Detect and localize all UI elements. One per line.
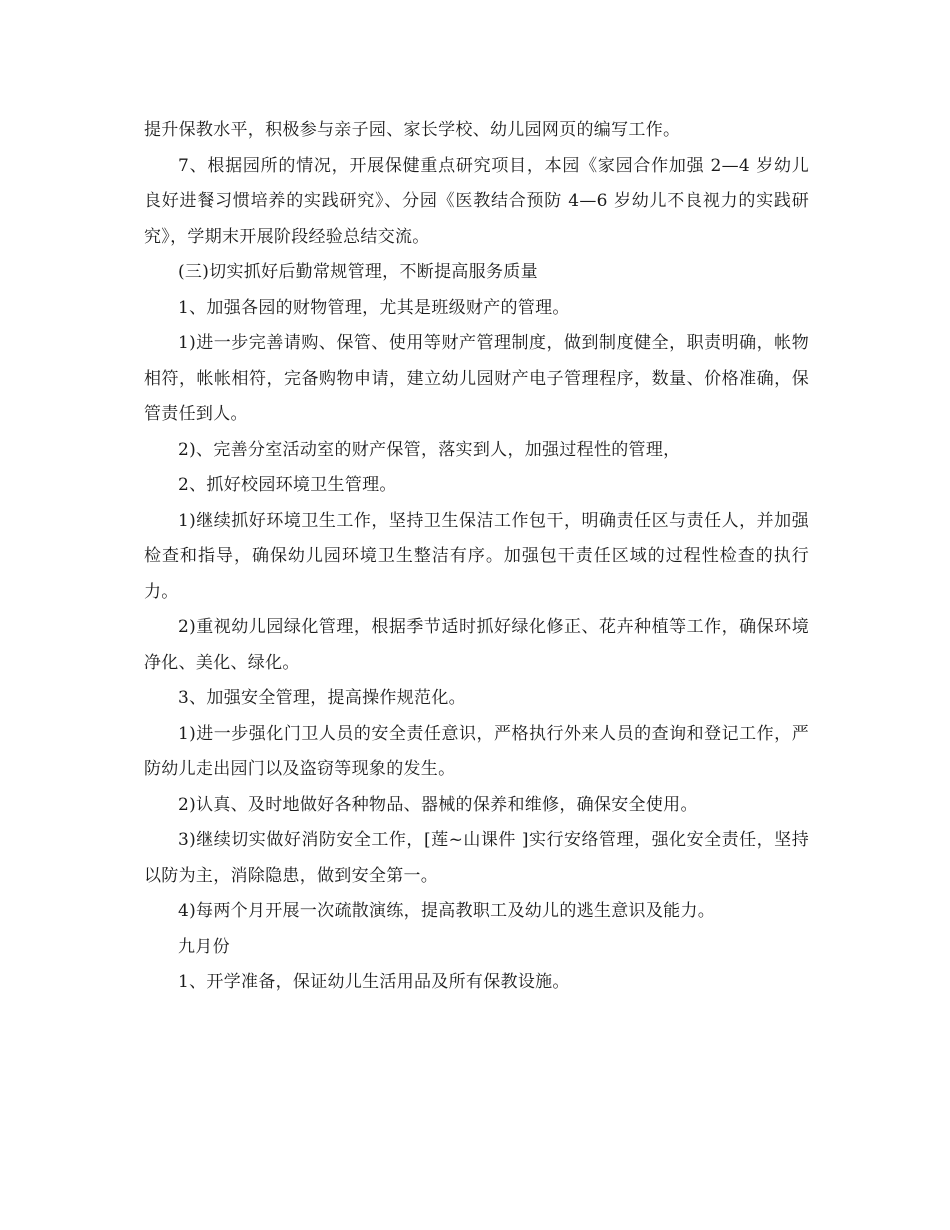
paragraph-activity-room: 2)、完善分室活动室的财产保管，落实到人，加强过程性的管理， [178, 439, 681, 460]
paragraph-evacuation-drill: 4)每两个月开展一次疏散演练，提高教职工及幼儿的逃生意识及能力。 [178, 901, 716, 921]
paragraph-guard-duty: 1)进一步强化门卫人员的安全责任意识，严格执行外来人员的查询和登记工作，严防幼儿走出园门以及盗窃等现象的发生。 [144, 723, 809, 779]
paragraph-greening: 2)重视幼儿园绿化管理，根据季节适时抓好绿化修正、花卉种植等工作，确保环境净化、美化、绿化。 [144, 617, 809, 673]
paragraph-hygiene-work: 1)继续抓好环境卫生工作，坚持卫生保洁工作包干，明确责任区与责任人，并加强检查和指导，确保幼儿园环境卫生整洁有序。加强包干责任区域的过程性检查的执行力。 [144, 510, 809, 602]
paragraph-environment-hygiene: 2、抓好校园环境卫生管理。 [178, 475, 397, 495]
paragraph-school-start: 1、开学准备，保证幼儿生活用品及所有保教设施。 [178, 972, 570, 992]
paragraph-fire-safety: 3)继续切实做好消防安全工作，[莲~山课件 ]实行安络管理，强化安全责任，坚持以防为主，消除隐患，做到安全第一。 [144, 830, 809, 886]
document-body [144, 113, 809, 1001]
paragraph-property-management: 1、加强各园的财物管理，尤其是班级财产的管理。 [178, 297, 570, 318]
paragraph-property-system: 1)进一步完善请购、保管、使用等财产管理制度，做到制度健全，职责明确，帐物相符，帐帐相符，完备购物申请，建立幼儿园财产电子管理程序，数量、价格准确，保管责任到人。 [144, 333, 809, 424]
paragraph-maintenance: 2)认真、及时地做好各种物品、器械的保养和维修，确保安全使用。 [178, 794, 698, 815]
heading-september: 九月份 [178, 936, 230, 957]
paragraph-item-7-health-research: 7、根据园所的情况，开展保健重点研究项目，本园《家园合作加强 2—4 岁幼儿良好进餐习惯培养的实践研究》、分园《医教结合预防 4—6 岁幼儿不良视力的实践研究》，学期末开展阶段经验总结交流。 [144, 155, 809, 247]
paragraph-safety-management: 3、加强安全管理，提高操作规范化。 [178, 688, 466, 708]
paragraph-continuation: 提升保教水平，积极参与亲子园、家长学校、幼儿园网页的编写工作。 [144, 120, 681, 140]
section-heading-logistics: (三)切实抓好后勤常规管理，不断提高服务质量 [178, 262, 538, 282]
